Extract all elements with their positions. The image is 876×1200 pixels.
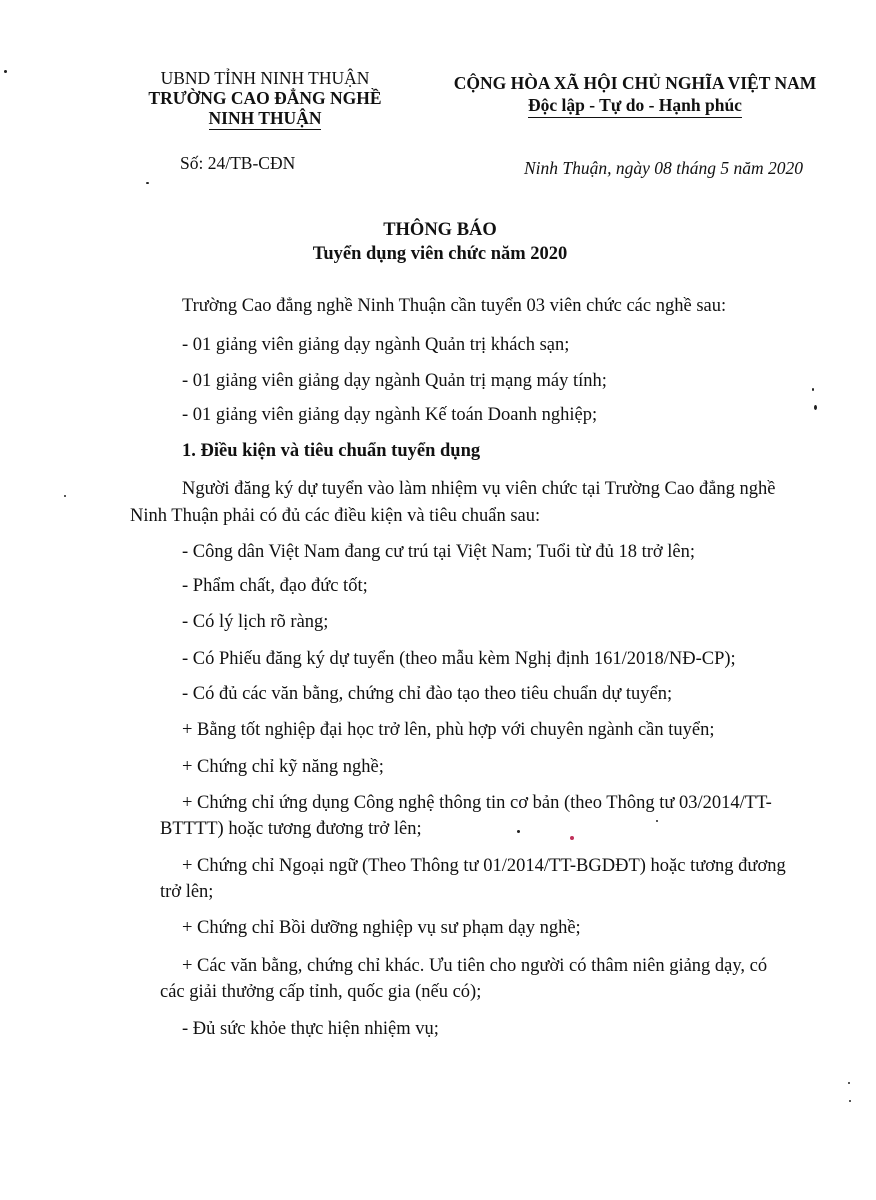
scan-speck (848, 1082, 850, 1084)
position-item: - 01 giảng viên giảng dạy ngành Kế toán Doanh nghiệp; (182, 405, 598, 425)
country-name: CỘNG HÒA XÃ HỘI CHỦ NGHĨA VIỆT NAM (453, 73, 817, 93)
scan-speck (849, 1100, 851, 1102)
agency-parent: UBND TỈNH NINH THUẬN (160, 68, 370, 88)
cert-it-line1: + Chứng chỉ ứng dụng Công nghệ thông tin cơ bản (theo Thông tư 03/2014/TT- (182, 793, 772, 813)
agency-name-line1: TRƯỜNG CAO ĐẲNG NGHỀ (148, 88, 382, 108)
cert-it-line2: BTTTT) hoặc tương đương trở lên; (160, 819, 422, 839)
scan-speck (570, 836, 574, 840)
condition-item: - Công dân Việt Nam đang cư trú tại Việt Nam; Tuổi từ đủ 18 trở lên; (182, 542, 696, 562)
cert-lang-line1: + Chứng chỉ Ngoại ngữ (Theo Thông tư 01/2014/TT-BGDĐT) hoặc tương đương (182, 856, 786, 876)
scan-speck (656, 820, 658, 822)
agency-name-line2: NINH THUẬN (208, 108, 322, 128)
document-number: Số: 24/TB-CĐN (180, 153, 296, 173)
scan-speck (812, 388, 814, 391)
scan-speck (4, 70, 7, 73)
section-heading: 1. Điều kiện và tiêu chuẩn tuyển dụng (182, 441, 481, 461)
position-item: - 01 giảng viên giảng dạy ngành Quản trị khách sạn; (182, 335, 570, 355)
intro-text: Trường Cao đẳng nghề Ninh Thuận cần tuyển 03 viên chức các nghề sau: (182, 296, 727, 316)
scan-speck (64, 495, 66, 497)
condition-item: - Có Phiếu đăng ký dự tuyển (theo mẫu kèm Nghị định 161/2018/NĐ-CP); (182, 649, 736, 669)
condition-item: + Chứng chỉ kỹ năng nghề; (182, 757, 384, 777)
cert-lang-line2: trở lên; (160, 882, 214, 902)
position-item: - 01 giảng viên giảng dạy ngành Quản trị mạng máy tính; (182, 371, 607, 391)
scan-speck (146, 182, 149, 184)
condition-item: - Có đủ các văn bằng, chứng chỉ đào tạo theo tiêu chuẩn dự tuyển; (182, 684, 673, 704)
national-motto (420, 72, 850, 118)
condition-item: - Phẩm chất, đạo đức tốt; (182, 576, 368, 596)
motto: Độc lập - Tự do - Hạnh phúc (528, 94, 742, 118)
issuing-agency (120, 68, 410, 130)
scan-speck (517, 830, 520, 833)
condition-item: + Bằng tốt nghiệp đại học trở lên, phù hợp với chuyên ngành cần tuyển; (182, 720, 715, 740)
place-date: Ninh Thuận, ngày 08 tháng 5 năm 2020 (524, 158, 804, 178)
document-title: THÔNG BÁO (383, 220, 497, 240)
cert-other-line2: các giải thưởng cấp tỉnh, quốc gia (nếu có); (160, 982, 482, 1002)
section-intro-line2: Ninh Thuận phải có đủ các điều kiện và tiêu chuẩn sau: (130, 506, 541, 526)
condition-item: - Có lý lịch rõ ràng; (182, 612, 329, 632)
scan-speck (814, 405, 817, 410)
section-intro-line1: Người đăng ký dự tuyển vào làm nhiệm vụ viên chức tại Trường Cao đẳng nghề (182, 479, 776, 499)
cert-other-line1: + Các văn bằng, chứng chỉ khác. Ưu tiên cho người có thâm niên giảng dạy, có (182, 956, 768, 976)
condition-health: - Đủ sức khỏe thực hiện nhiệm vụ; (182, 1019, 439, 1039)
document-subtitle: Tuyển dụng viên chức năm 2020 (312, 244, 568, 264)
cert-teach: + Chứng chỉ Bồi dưỡng nghiệp vụ sư phạm dạy nghề; (182, 918, 581, 938)
